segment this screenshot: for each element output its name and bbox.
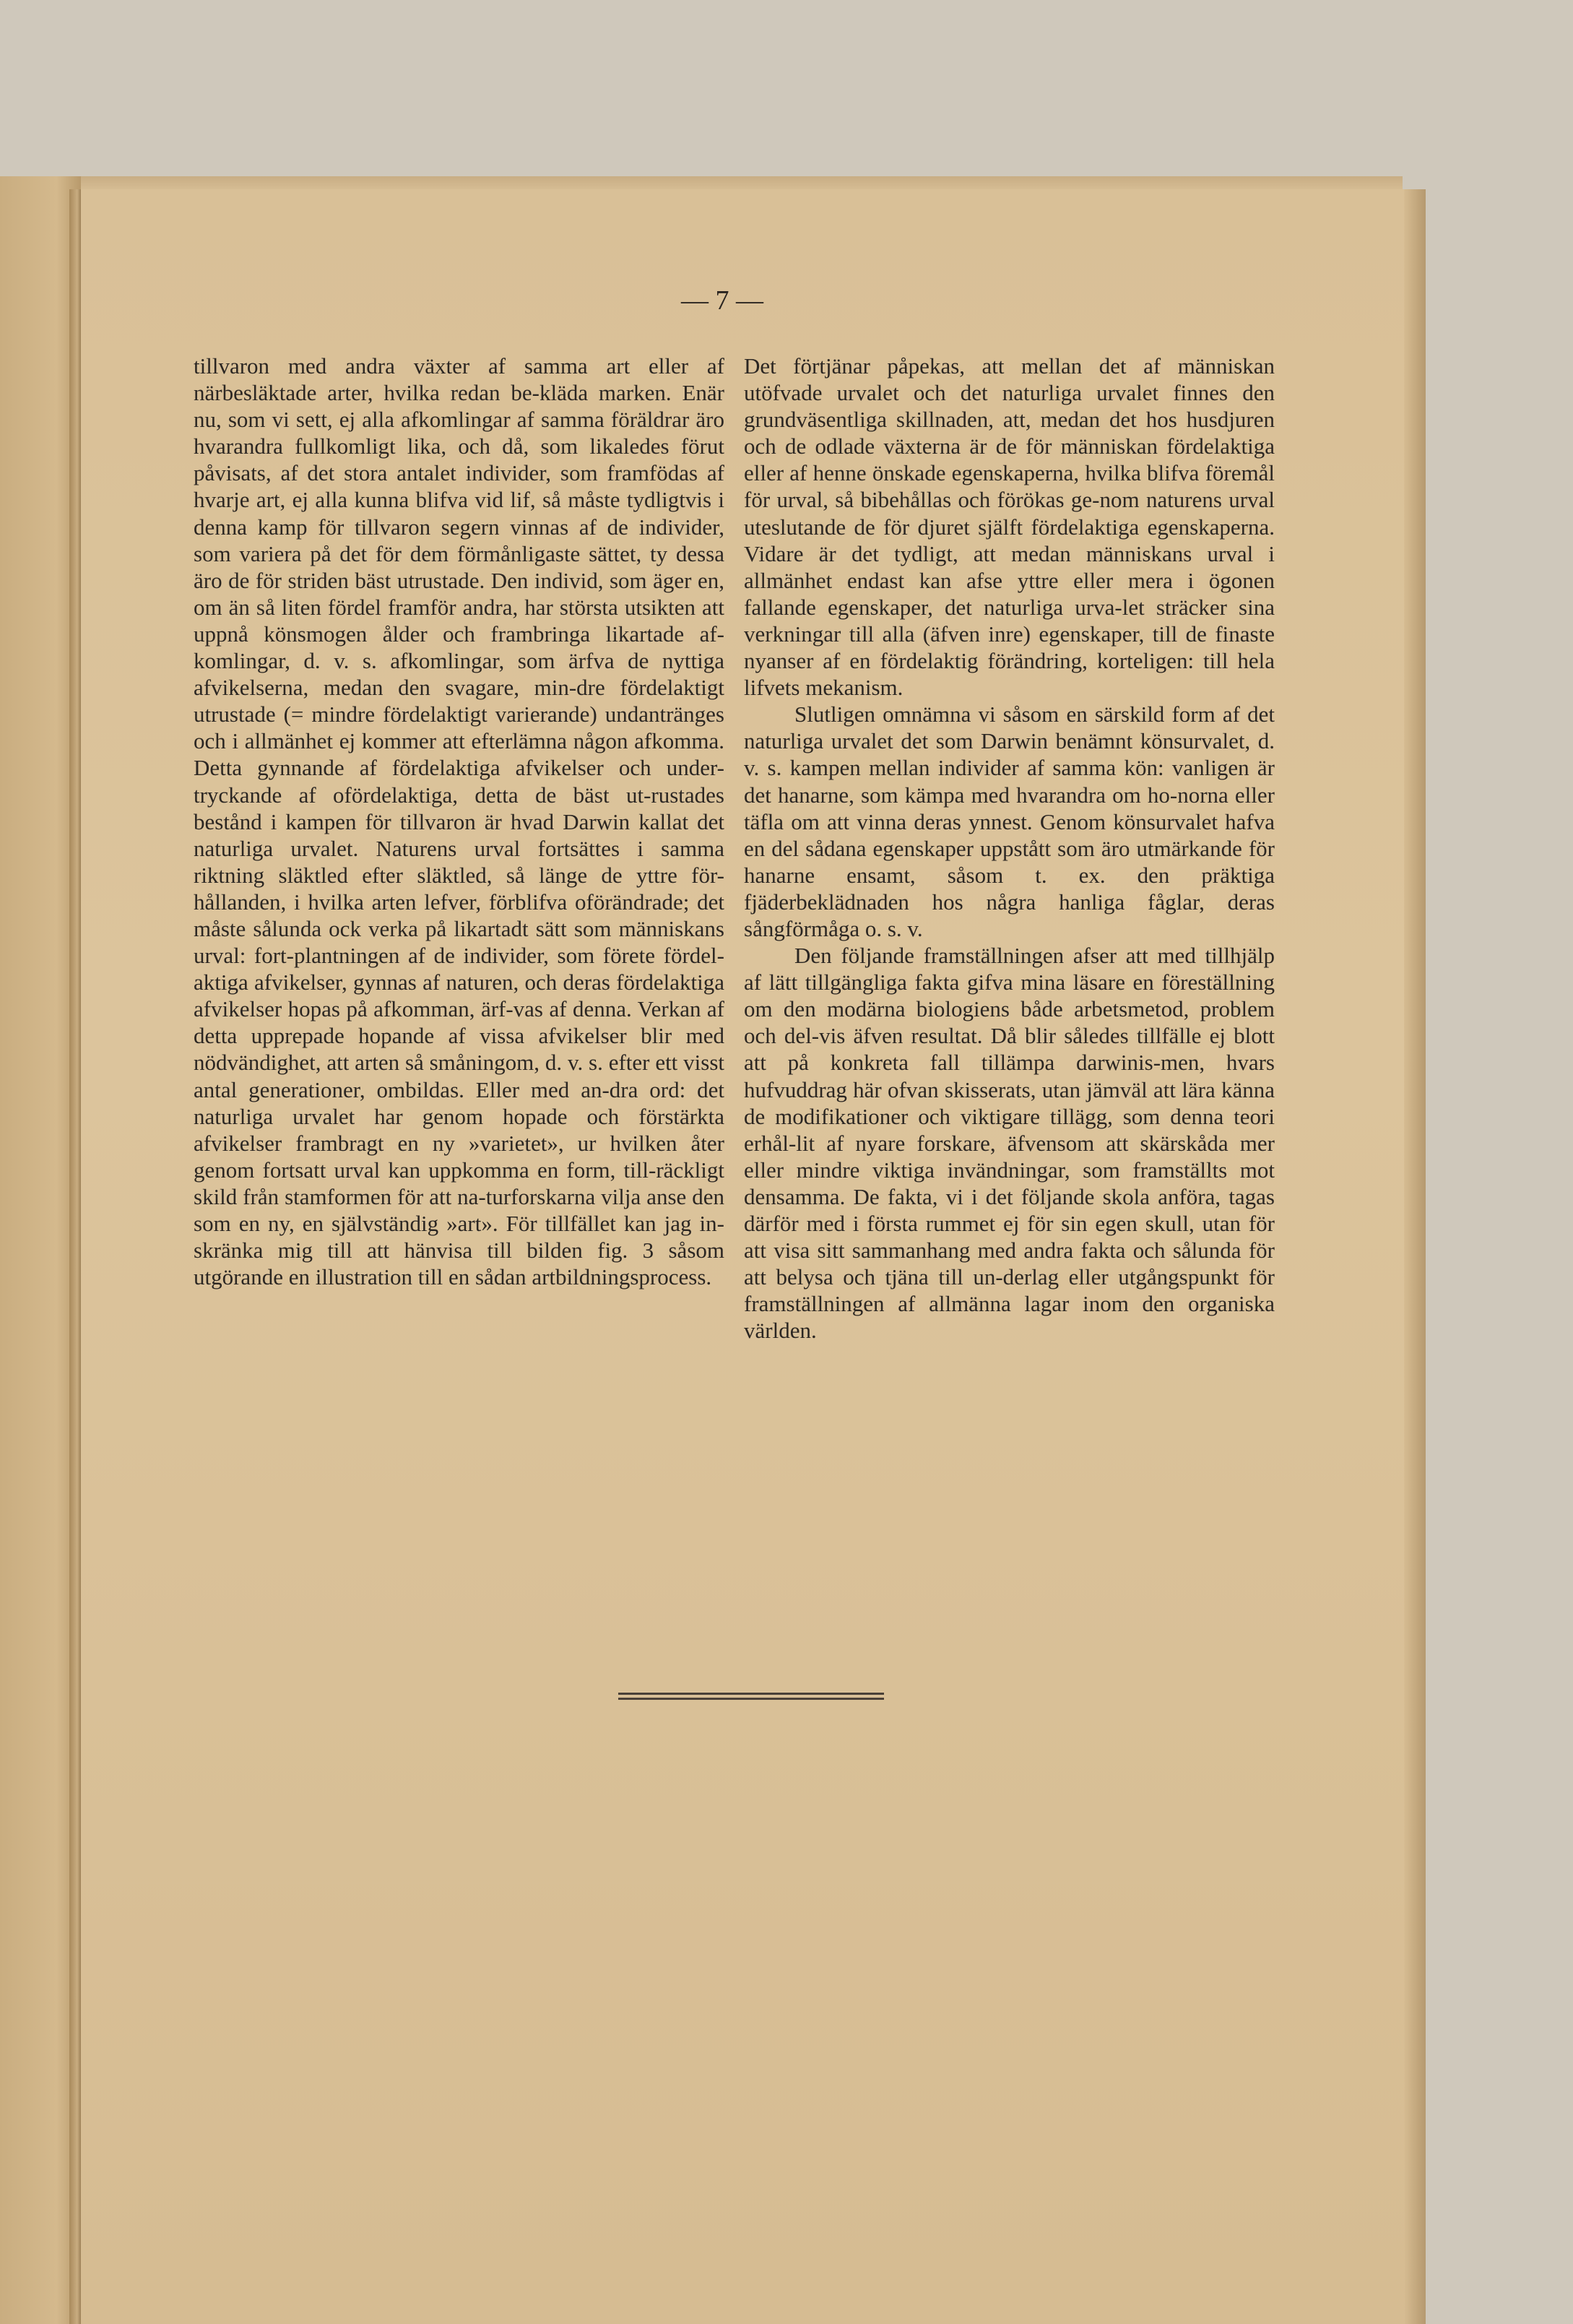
right-paragraph-1: Det förtjänar påpekas, att mellan det af människan utöfvade urvalet och det naturliga urvalet finnes den grundväsentliga skillnaden, att, medan det hos husdjuren och de odlade växterna är de för människan fördelaktiga eller af henne önskade egenskaperna, hvilka blifva föremål för urval, så bibehållas och förökas ge-nom naturens urval uteslutande de för djuret själft fördelaktiga egenskaperna. Vidare är det tydligt, att medan människans urval i allmänhet endast kan afse yttre eller mera i ögonen fallande egenskaper, det naturliga urva-let sträcker sina verkningar till alla (äfven inre) egenskaper, till de finaste nyanser af en fördelaktig förändring, korteligen: till hela lifvets mekanism.: [744, 353, 1275, 701]
section-divider-rule: [618, 1693, 884, 1700]
right-paragraph-2: Slutligen omnämna vi såsom en särskild form af det naturliga urvalet det som Darwin benämnt könsurvalet, d. v. s. kampen mellan individer af samma kön: vanligen är det hanarne, som kämpa med hvarandra om ho-norna eller täfla om att vinna deras ynnest. Genom könsurvalet hafva en del sådana egenskaper uppstått som äro utmärkande för hanarne ensamt, såsom t. ex. den präktiga fjäderbeklädnaden hos några hanliga fåglar, deras sångförmåga o. s. v.: [744, 701, 1275, 941]
page-right-edge: [1404, 189, 1426, 2324]
right-text-column: [744, 353, 1275, 1494]
page-number: — 7 —: [681, 285, 763, 316]
left-paragraph-1: tillvaron med andra växter af samma art eller af närbesläktade arter, hvilka redan be-kläda marken. Enär nu, som vi sett, ej alla afkomlingar af samma föräldrar äro hvarandra fullkomligt lika, och då, som likaledes förut påvisats, af det stora antalet individer, som framfödas af hvarje art, ej alla kunna blifva vid lif, så måste tydligtvis i denna kamp för tillvaron segern vinnas af de individer, som variera på det för dem förmånligaste sättet, ty dessa äro de för striden bäst utrustade. Den individ, som äger en, om än så liten fördel framför andra, har största utsikten att uppnå könsmogen ålder och frambringa likartade af-komlingar, d. v. s. afkomlingar, som ärfva de nyttiga afvikelserna, medan den svagare, min-dre fördelaktigt utrustade (= mindre fördelaktigt varierande) undantränges och i allmänhet ej kommer att efterlämna någon afkomma. Detta gynnande af fördelaktiga afvikelser och under-tryckande af ofördelaktiga, detta de bäst ut-rustades bestånd i kampen för tillvaron är hvad Darwin kallat det naturliga urvalet. Naturens urval fortsättes i samma riktning släktled efter släktled, så länge de yttre för-hållanden, i hvilka arten lefver, förblifva oförändrade; det måste sålunda ock verka på likartadt sätt som människans urval: fort-plantningen af de individer, som förete fördel-aktiga afvikelser, gynnas af naturen, och deras fördelaktiga afvikelser hopas på afkomman, ärf-vas af denna. Verkan af detta upprepade hopande af vissa afvikelser blir med nödvändighet, att arten så småningom, d. v. s. efter ett visst antal generationer, ombildas. Eller med an-dra ord: det naturliga urvalet har genom hopade och förstärkta afvikelser frambragt en ny »varietet», ur hvilken åter genom fortsatt urval kan uppkomma en form, till-räckligt skild från stamformen för att na-turforskarna vilja anse den som en ny, en självständig »art». För tillfället kan jag in-skränka mig till att hänvisa till bilden fig. 3 såsom utgörande en illustration till en sådan artbildningsprocess.: [194, 353, 724, 1290]
right-paragraph-3: Den följande framställningen afser att med tillhjälp af lätt tillgängliga fakta gifva mina läsare en föreställning om den modärna biologiens både arbetsmetod, problem och del-vis äfven resultat. Då blir således tillfälle ej blott att på konkreta fall tillämpa darwinis-men, hvars hufvuddrag här ofvan skisserats, utan jämväl att lära känna de modifikationer och viktigare tillägg, som denna teori erhål-lit af nyare forskare, äfvensom att skärskåda mer eller mindre viktiga invändningar, som framställts mot densamma. De fakta, vi i det följande skola anföra, tagas därför med i första rummet ej för sin egen skull, utan för att visa sitt sammanhang med andra fakta och sålunda för att belysa och tjäna till un-derlag eller utgångspunkt för framställningen af allmänna lagar inom den organiska världen.: [744, 943, 1275, 1344]
left-text-column: [194, 353, 724, 1494]
